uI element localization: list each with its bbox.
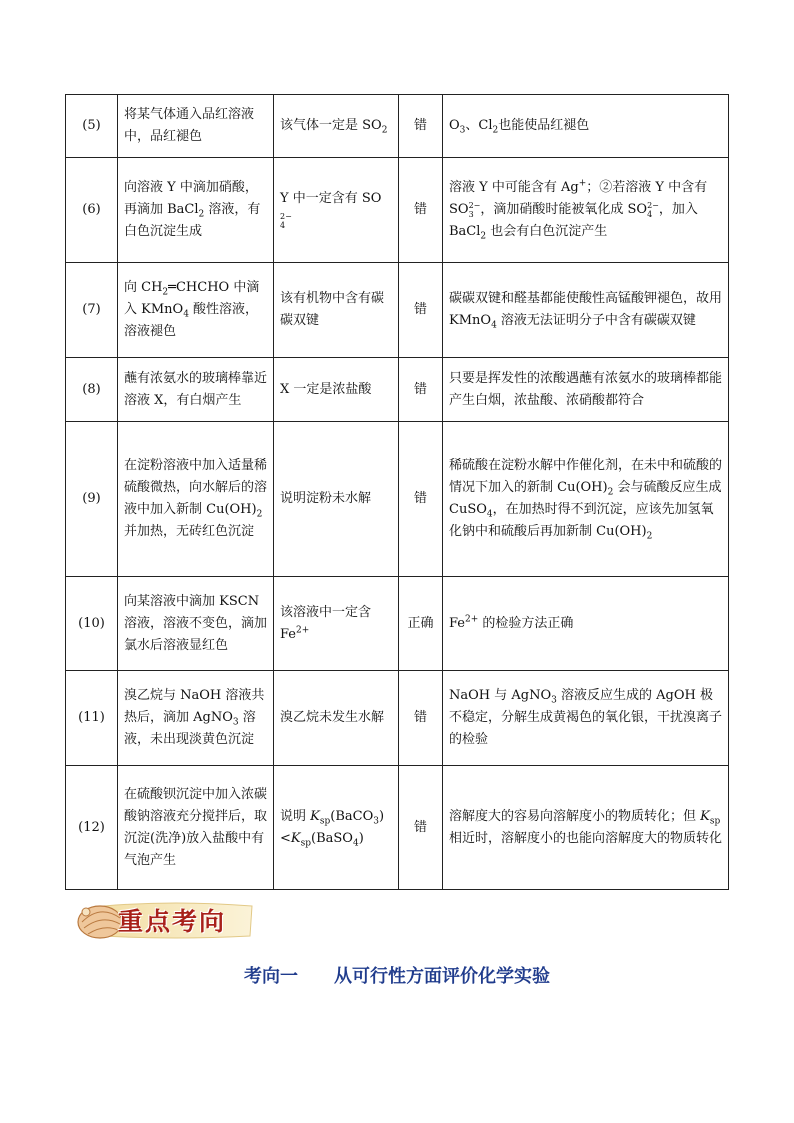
- row-number: (6): [66, 158, 118, 263]
- row-number: (9): [66, 422, 118, 577]
- operation-cell: 向 $CH_2═CHCHO$ 中滴入 KMnO$_4$ 酸性溶液，溶液褪色: [118, 263, 274, 358]
- shell-icon: [78, 906, 122, 938]
- reason-cell: $O_3$、$Cl_2$也能使品红褪色: [443, 95, 729, 158]
- section-heading: 从可行性方面评价化学实验: [334, 966, 550, 987]
- judgement-cell: 正确: [399, 577, 443, 671]
- experiment-evaluation-table: [65, 94, 729, 890]
- judgement-cell: 错: [399, 95, 443, 158]
- table-row: [66, 358, 729, 422]
- operation-cell: 将某气体通入品红溶液中，品红褪色: [118, 95, 274, 158]
- table-row: [66, 671, 729, 766]
- section-badge-label: 重点考向: [118, 907, 227, 936]
- judgement-cell: 错: [399, 263, 443, 358]
- row-number: (5): [66, 95, 118, 158]
- reason-cell: 稀硫酸在淀粉水解中作催化剂，在未中和硫酸的情况下加入的新制 $Cu(OH)_2$ 会与硫酸反应生成 CuSO$_4$，在加热时得不到沉淀，应该先加氢氧化钠中和硫酸后再加新制 $Cu(OH)_2$: [443, 422, 729, 577]
- table-row: [66, 95, 729, 158]
- section-title: [0, 962, 794, 988]
- reason-cell: 碳碳双键和醛基都能使酸性高锰酸钾褪色，故用 KMnO$_4$ 溶液无法证明分子中含有碳碳双键: [443, 263, 729, 358]
- row-number: (11): [66, 671, 118, 766]
- table-row: [66, 422, 729, 577]
- row-number: (12): [66, 766, 118, 890]
- judgement-cell: 错: [399, 422, 443, 577]
- operation-cell: 在淀粉溶液中加入适量稀硫酸微热，向水解后的溶液中加入新制 $Cu(OH)_2$ 并加热，无砖红色沉淀: [118, 422, 274, 577]
- judgement-cell: 错: [399, 671, 443, 766]
- reason-cell: $Fe^{2+}$ 的检验方法正确: [443, 577, 729, 671]
- reason-cell: 只要是挥发性的浓酸遇蘸有浓氨水的玻璃棒都能产生白烟，浓盐酸、浓硝酸都符合: [443, 358, 729, 422]
- conclusion-cell: 说明淀粉未水解: [274, 422, 399, 577]
- conclusion-cell: 说明 $K_{sp}(BaCO_3)<K_{sp}(BaSO_4)$: [274, 766, 399, 890]
- operation-cell: 向溶液 Y 中滴加硝酸，再滴加 BaCl$_2$ 溶液，有白色沉淀生成: [118, 158, 274, 263]
- conclusion-cell: 该有机物中含有碳碳双键: [274, 263, 399, 358]
- table-row: [66, 577, 729, 671]
- conclusion-cell: 溴乙烷未发生水解: [274, 671, 399, 766]
- table-row: [66, 158, 729, 263]
- judgement-cell: 错: [399, 358, 443, 422]
- conclusion-cell: 该溶液中一定含 $Fe^{2+}$: [274, 577, 399, 671]
- reason-cell: NaOH 与 AgNO$_3$ 溶液反应生成的 AgOH 极不稳定，分解生成黄褐色的氧化银，干扰溴离子的检验: [443, 671, 729, 766]
- operation-cell: 在硫酸钡沉淀中加入浓碳酸钠溶液充分搅拌后，取沉淀(洗净)放入盐酸中有气泡产生: [118, 766, 274, 890]
- operation-cell: 溴乙烷与 NaOH 溶液共热后，滴加 AgNO$_3$ 溶液，未出现淡黄色沉淀: [118, 671, 274, 766]
- reason-cell: 溶液 Y 中可能含有 Ag+；②若溶液 Y 中含有 SO 2− 3 ，滴加硝酸时能被氧化成 SO 2− 4 ，加入 BaCl$_2$ 也会有白色沉淀产生: [443, 158, 729, 263]
- reason-cell: 溶解度大的容易向溶解度小的物质转化；但 $K_{sp}$ 相近时，溶解度小的也能向溶解度大的物质转化: [443, 766, 729, 890]
- judgement-cell: 错: [399, 766, 443, 890]
- operation-cell: 蘸有浓氨水的玻璃棒靠近溶液 X，有白烟产生: [118, 358, 274, 422]
- row-number: (7): [66, 263, 118, 358]
- judgement-cell: 错: [399, 158, 443, 263]
- row-number: (8): [66, 358, 118, 422]
- conclusion-cell: 该气体一定是 $SO_2$: [274, 95, 399, 158]
- section-prefix: 考向一: [244, 966, 298, 987]
- table-row: [66, 263, 729, 358]
- table-row: [66, 766, 729, 890]
- conclusion-cell: Y 中一定含有 SO 2− 4: [274, 158, 399, 263]
- operation-cell: 向某溶液中滴加 KSCN 溶液，溶液不变色，滴加氯水后溶液显红色: [118, 577, 274, 671]
- row-number: (10): [66, 577, 118, 671]
- conclusion-cell: X 一定是浓盐酸: [274, 358, 399, 422]
